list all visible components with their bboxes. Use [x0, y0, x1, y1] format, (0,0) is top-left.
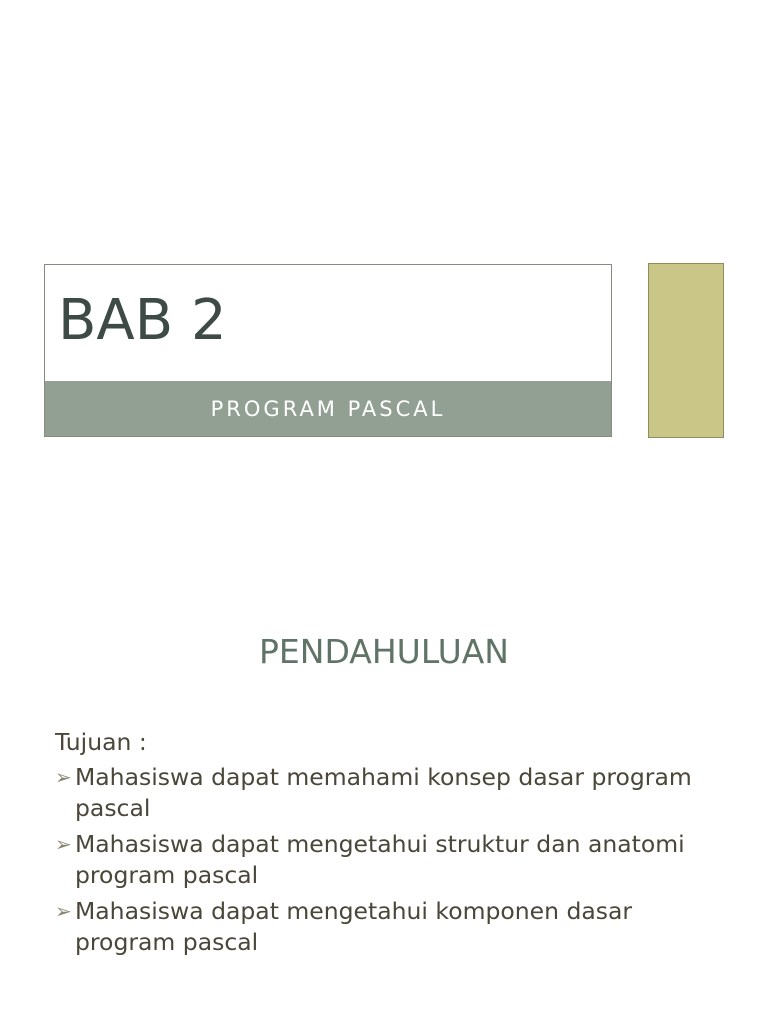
arrow-bullet-icon: ➢: [55, 765, 72, 789]
content-slide: [0, 576, 768, 1024]
bullet-list: [55, 762, 735, 958]
accent-box: [648, 263, 724, 438]
arrow-bullet-icon: ➢: [55, 899, 72, 923]
list-item-text: Mahasiswa dapat mengetahui struktur dan anatomi program pascal: [75, 830, 685, 889]
title-box: [44, 264, 612, 437]
list-item: [55, 896, 735, 958]
section-heading: PENDAHULUAN: [259, 632, 509, 671]
content-body: [55, 727, 735, 963]
slide-subtitle: PROGRAM PASCAL: [210, 396, 446, 421]
list-item: [55, 762, 735, 824]
intro-text: Tujuan :: [55, 728, 147, 756]
slide-title: BAB 2: [58, 288, 227, 353]
arrow-bullet-icon: ➢: [55, 832, 72, 856]
subtitle-band: [45, 381, 611, 436]
list-item: [55, 829, 735, 891]
list-item-text: Mahasiswa dapat mengetahui komponen dasar program pascal: [75, 897, 633, 956]
list-item-text: Mahasiswa dapat memahami konsep dasar program pascal: [75, 763, 692, 822]
